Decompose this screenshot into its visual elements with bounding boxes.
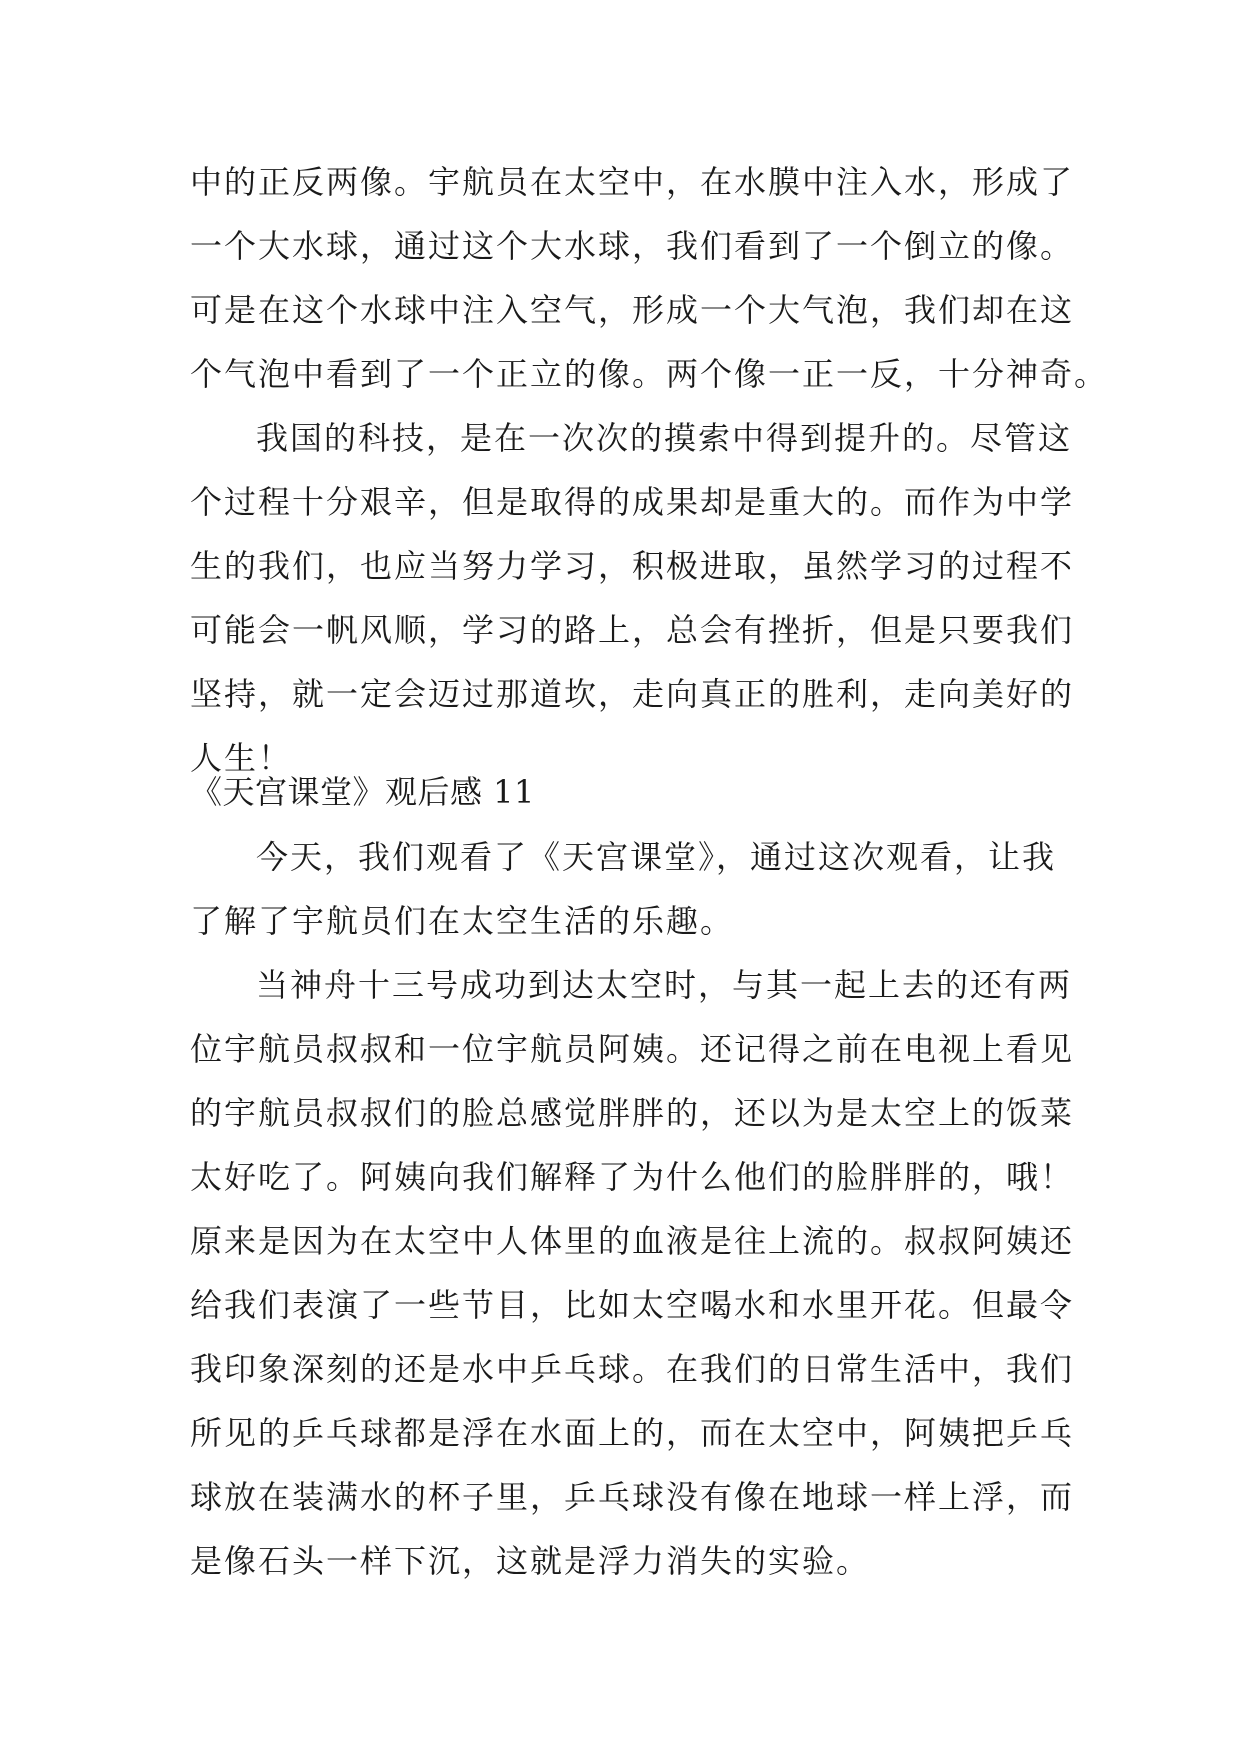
paragraph-line: 位宇航员叔叔和一位宇航员阿姨。还记得之前在电视上看见: [190, 1030, 1075, 1068]
essay-section-continued: [190, 150, 1109, 790]
paragraph-line: 原来是因为在太空中人体里的血液是往上流的。叔叔阿姨还: [190, 1222, 1075, 1260]
paragraph-line: 生的我们，也应当努力学习，积极进取，虽然学习的过程不: [190, 547, 1075, 585]
paragraph-line: 一个大水球，通过这个大水球，我们看到了一个倒立的像。: [190, 227, 1075, 265]
paragraph-line: 当神舟十三号成功到达太空时，与其一起上去的还有两: [256, 966, 1073, 1004]
paragraph-line: 个过程十分艰辛，但是取得的成果却是重大的。而作为中学: [190, 483, 1075, 521]
paragraph-line: 我印象深刻的还是水中乒乓球。在我们的日常生活中，我们: [190, 1350, 1075, 1388]
paragraph-line: 坚持，就一定会迈过那道坎，走向真正的胜利，走向美好的: [190, 675, 1075, 713]
paragraph-line: 的宇航员叔叔们的脸总感觉胖胖的，还以为是太空上的饭菜: [190, 1094, 1075, 1132]
paragraph-line: 个气泡中看到了一个正立的像。两个像一正一反，十分神奇。: [190, 355, 1109, 393]
paragraph-line: 今天，我们观看了《天宫课堂》，通过这次观看，让我: [256, 838, 1057, 876]
paragraph-line: 所见的乒乓球都是浮在水面上的，而在太空中，阿姨把乒乓: [190, 1414, 1075, 1452]
essay-heading: 《天宫课堂》观后感 11: [190, 773, 535, 811]
paragraph-line: 可是在这个水球中注入空气，形成一个大气泡，我们却在这: [190, 291, 1075, 329]
paragraph-line: 了解了宇航员们在太空生活的乐趣。: [190, 902, 735, 940]
paragraph-line: 是像石头一样下沉，这就是浮力消失的实验。: [190, 1542, 871, 1580]
paragraph-line: 我国的科技，是在一次次的摸索中得到提升的。尽管这: [256, 419, 1073, 457]
paragraph-line: 球放在装满水的杯子里，乒乓球没有像在地球一样上浮，而: [190, 1478, 1075, 1516]
paragraph-line: 给我们表演了一些节目，比如太空喝水和水里开花。但最令: [190, 1286, 1075, 1324]
paragraph-line: 可能会一帆风顺，学习的路上，总会有挫折，但是只要我们: [190, 611, 1075, 649]
essay-section: [190, 825, 1075, 1593]
paragraph-line: 太好吃了。阿姨向我们解释了为什么他们的脸胖胖的，哦！: [190, 1158, 1075, 1196]
paragraph-line: 中的正反两像。宇航员在太空中，在水膜中注入水，形成了: [190, 163, 1075, 201]
paragraph-line: 人生！: [190, 739, 293, 777]
